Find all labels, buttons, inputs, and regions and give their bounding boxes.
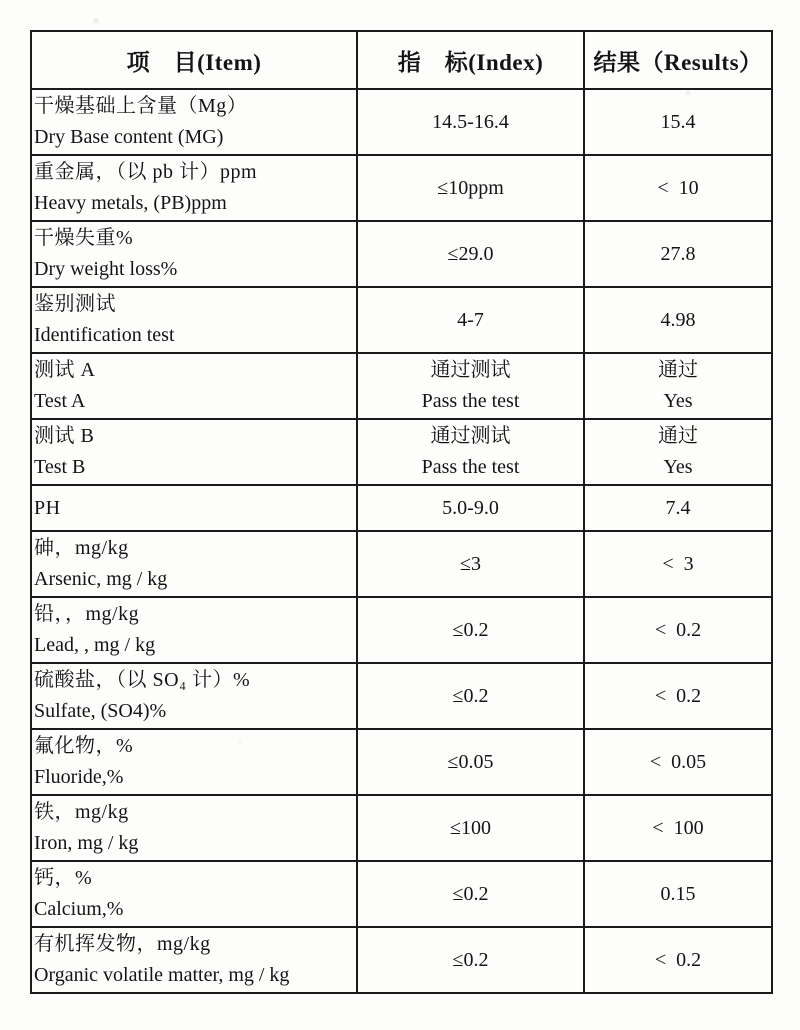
result-cell [584,861,772,927]
index-cell [357,353,584,419]
item-name-en: Heavy metals, (PB)ppm [34,192,227,214]
item-name-zh: 砷，mg/kg [34,537,129,559]
index-cell [357,861,584,927]
result-cell [584,531,772,597]
item-cell [31,221,357,287]
result-value: 通过 [658,425,698,447]
result-cell [584,729,772,795]
item-name-zh: 有机挥发物，mg/kg [34,933,211,955]
index-value-en: Pass the test [421,456,520,478]
item-name-zh: 钙，% [34,867,93,889]
table-row [31,663,772,729]
result-value: < 0.05 [649,750,707,773]
item-cell [31,419,357,485]
item-name-en: Test B [34,456,86,478]
item-name-zh: 铅，，mg/kg [34,603,140,625]
item-cell [31,927,357,993]
item-name-en: Test A [34,390,86,412]
table-row [31,419,772,485]
table-row [31,729,772,795]
item-name-en: Dry Base content (MG) [34,126,224,148]
item-name-en: Dry weight loss% [34,258,178,280]
item-cell [31,287,357,353]
index-value: ≤0.2 [452,618,489,641]
column-header-item: 项 目(Item) [31,31,357,89]
table-row [31,861,772,927]
column-header-index: 指 标(Index) [357,31,584,89]
item-name-en: Identification test [34,324,175,346]
result-value-en: Yes [663,456,693,478]
result-value: < 100 [652,816,704,839]
index-value: ≤0.2 [452,948,489,971]
item-cell [31,89,357,155]
index-value: ≤0.05 [447,750,494,773]
index-cell [357,485,584,531]
index-value-en: Pass the test [421,390,520,412]
item-name-en: Iron, mg / kg [34,832,139,854]
result-value: < 0.2 [654,948,702,971]
index-value: ≤0.2 [452,684,489,707]
table-row [31,795,772,861]
table-row [31,353,772,419]
result-value-en: Yes [663,390,693,412]
index-cell [357,795,584,861]
result-cell [584,597,772,663]
table-row [31,485,772,531]
item-name-zh: 测试 B [34,425,95,447]
index-value: ≤100 [450,816,491,839]
result-cell [584,419,772,485]
index-value: ≤29.0 [447,242,494,265]
result-value: < 3 [662,552,694,575]
column-header-results: 结果（Results） [584,31,772,89]
result-value: 4.98 [660,308,696,331]
item-name-zh: 硫酸盐，（以 SO₄ 计）% [34,669,251,691]
item-cell [31,861,357,927]
item-name-en: Sulfate, (SO4)% [34,700,167,722]
index-cell [357,221,584,287]
table-row [31,597,772,663]
result-value: < 0.2 [654,684,702,707]
index-cell [357,287,584,353]
item-cell [31,531,357,597]
coa-table [30,30,773,994]
result-cell [584,927,772,993]
result-cell [584,353,772,419]
result-cell [584,221,772,287]
item-name-zh: PH [34,496,61,519]
result-value: 通过 [658,359,698,381]
index-cell [357,89,584,155]
index-cell [357,531,584,597]
index-cell [357,663,584,729]
item-name-zh: 铁，mg/kg [34,801,129,823]
item-name-zh: 测试 A [34,359,96,381]
index-cell [357,597,584,663]
table-row [31,287,772,353]
item-cell [31,795,357,861]
result-cell [584,663,772,729]
result-value: 7.4 [665,496,691,519]
table-row [31,531,772,597]
item-name-en: Organic volatile matter, mg / kg [34,964,290,986]
item-name-zh: 干燥基础上含量（Mg） [34,95,248,117]
table-row [31,155,772,221]
index-value: ≤3 [460,552,481,575]
index-cell [357,419,584,485]
result-cell [584,795,772,861]
index-value: 通过测试 [430,425,511,447]
index-value: 14.5-16.4 [432,110,509,133]
index-value: ≤0.2 [452,882,489,905]
result-cell [584,287,772,353]
index-value: ≤10ppm [437,176,504,199]
item-cell [31,729,357,795]
item-cell [31,353,357,419]
item-name-en: Arsenic, mg / kg [34,568,168,590]
item-name-zh: 氟化物，% [34,735,134,757]
item-name-zh: 重金属，（以 pb 计）ppm [34,161,258,183]
result-value: < 10 [657,176,699,199]
header-row [31,31,772,89]
item-name-zh: 鉴别测试 [34,293,116,315]
item-name-en: Lead, , mg / kg [34,634,156,656]
index-cell [357,927,584,993]
index-value: 4-7 [457,308,484,331]
result-value: < 0.2 [654,618,702,641]
result-cell [584,155,772,221]
table-row [31,221,772,287]
item-cell [31,155,357,221]
index-value: 通过测试 [430,359,511,381]
item-cell [31,485,357,531]
item-name-en: Fluoride,% [34,766,124,788]
item-name-zh: 干燥失重% [34,227,134,249]
table-row [31,927,772,993]
item-cell [31,663,357,729]
result-value: 15.4 [660,110,696,133]
result-value: 27.8 [660,242,696,265]
result-cell [584,485,772,531]
item-name-en: Calcium,% [34,898,124,920]
index-value: 5.0-9.0 [442,496,499,519]
item-cell [31,597,357,663]
result-cell [584,89,772,155]
table-row [31,89,772,155]
result-value: 0.15 [660,882,696,905]
index-cell [357,729,584,795]
index-cell [357,155,584,221]
